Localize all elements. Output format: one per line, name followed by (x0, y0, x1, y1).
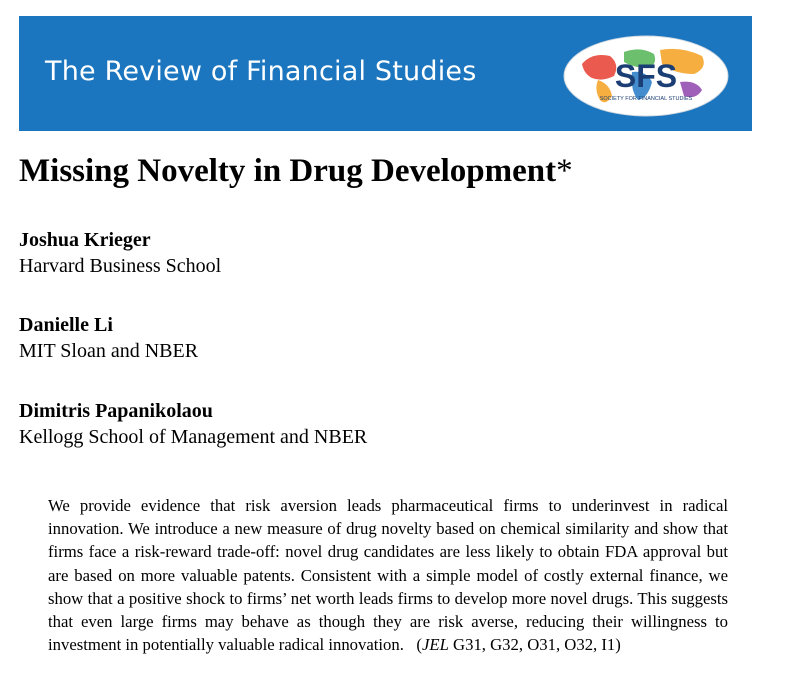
abstract (48, 494, 728, 656)
journal-title: The Review of Financial Studies (45, 56, 477, 87)
logo-subtext: SOCIETY FOR FINANCIAL STUDIES (599, 96, 693, 102)
paper-title (19, 153, 573, 189)
jel-label: JEL (421, 635, 449, 655)
author-name: Joshua Krieger (19, 229, 151, 251)
logo-text: SFS (614, 58, 678, 94)
jel-open: ( (416, 635, 422, 655)
sfs-logo (562, 34, 730, 118)
journal-banner (19, 16, 752, 131)
author-block (19, 398, 367, 450)
paper-title-text: Missing Novelty in Drug Development (19, 153, 557, 189)
author-affiliation: MIT Sloan and NBER (19, 340, 199, 362)
author-affiliation: Harvard Business School (19, 255, 222, 277)
author-name: Danielle Li (19, 314, 113, 336)
author-affiliation: Kellogg School of Management and NBER (19, 426, 368, 448)
abstract-text: We provide evidence that risk aversion leads pharmaceutical firms to underinvest in radical innovation. We introduce a new measure of drug novelty based on chemical similarity and show that firms face a risk-reward trade-off: novel drug candidates are less likely to obtain FDA approval but are based on more valuable patents. Consistent with a simple model of costly external finance, we show that a positive shock to firms’ net worth leads firms to develop more novel drugs. This suggests that even large firms may behave as though they are risk averse, reducing their willingness to investment in potentially valuable radical innovation. (48, 496, 728, 655)
author-name: Dimitris Papanikolaou (19, 400, 213, 422)
jel-codes: G31, G32, O31, O32, I1) (453, 635, 621, 655)
author-block (19, 227, 221, 279)
author-block (19, 312, 198, 364)
title-footnote-mark: * (556, 153, 573, 189)
